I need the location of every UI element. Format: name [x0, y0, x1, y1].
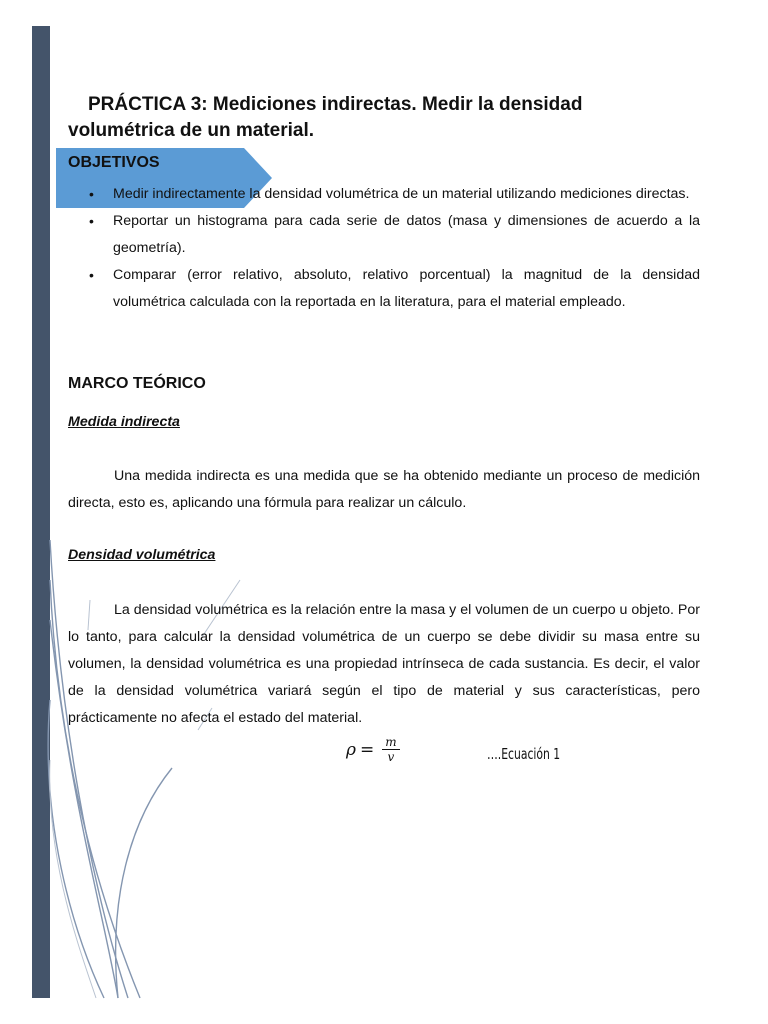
equation-label: ….Ecuación 1 [487, 745, 561, 763]
objective-text: Comparar (error relativo, absoluto, relativo porcentual) la magnitud de la densidad volumétrica calculada con la reportada en la literatura, para el material empleado. [113, 267, 700, 310]
densidad-volumetrica-paragraph: La densidad volumétrica es la relación entre la masa y el volumen de un cuerpo u objeto. Por lo tanto, para calcular la densidad volumétrica de un cuerpo se debe dividir su masa entre su volumen, la densidad volumétrica es una propiedad intrínseca de cada sustancia. Es decir, el valor de la densidad volumétrica variará según el tipo de material y sus características, pero prácticamente no afecta el estado del material. [68, 602, 700, 726]
bullet-icon: • [89, 186, 94, 202]
objective-text: Medir indirectamente la densidad volumétrica de un material utilizando mediciones directas. [113, 186, 690, 202]
bullet-icon: • [89, 267, 94, 283]
marco-teorico-heading: MARCO TEÓRICO [68, 375, 206, 392]
objective-item [68, 262, 700, 316]
density-equation [346, 735, 400, 765]
objective-text: Reportar un histograma para cada serie de datos (masa y dimensiones de acuerdo a la geometría). [113, 213, 700, 256]
objective-item [68, 181, 700, 208]
sidebar-accent-bar [32, 26, 50, 998]
medida-indirecta-subheading: Medida indirecta [68, 414, 180, 430]
page-title [68, 92, 708, 144]
equation-equals: = [360, 740, 375, 760]
medida-indirecta-paragraph: Una medida indirecta es una medida que se ha obtenido mediante un proceso de medición directa, esto es, aplicando una fórmula para realizar un cálculo. [68, 468, 700, 511]
title-line-1: PRÁCTICA 3: Mediciones indirectas. Medir la densidad [88, 94, 583, 115]
objectives-list [68, 181, 700, 316]
objective-item [68, 208, 700, 262]
equation-denominator: v [387, 750, 395, 764]
equation-fraction [382, 735, 399, 765]
equation-lhs: ρ [346, 740, 356, 760]
equation-numerator: m [382, 735, 399, 750]
objectives-heading: OBJETIVOS [68, 154, 160, 171]
title-line-2: volumétrica de un material. [68, 120, 315, 141]
bullet-icon: • [89, 213, 94, 229]
densidad-volumetrica-subheading: Densidad volumétrica [68, 547, 216, 563]
